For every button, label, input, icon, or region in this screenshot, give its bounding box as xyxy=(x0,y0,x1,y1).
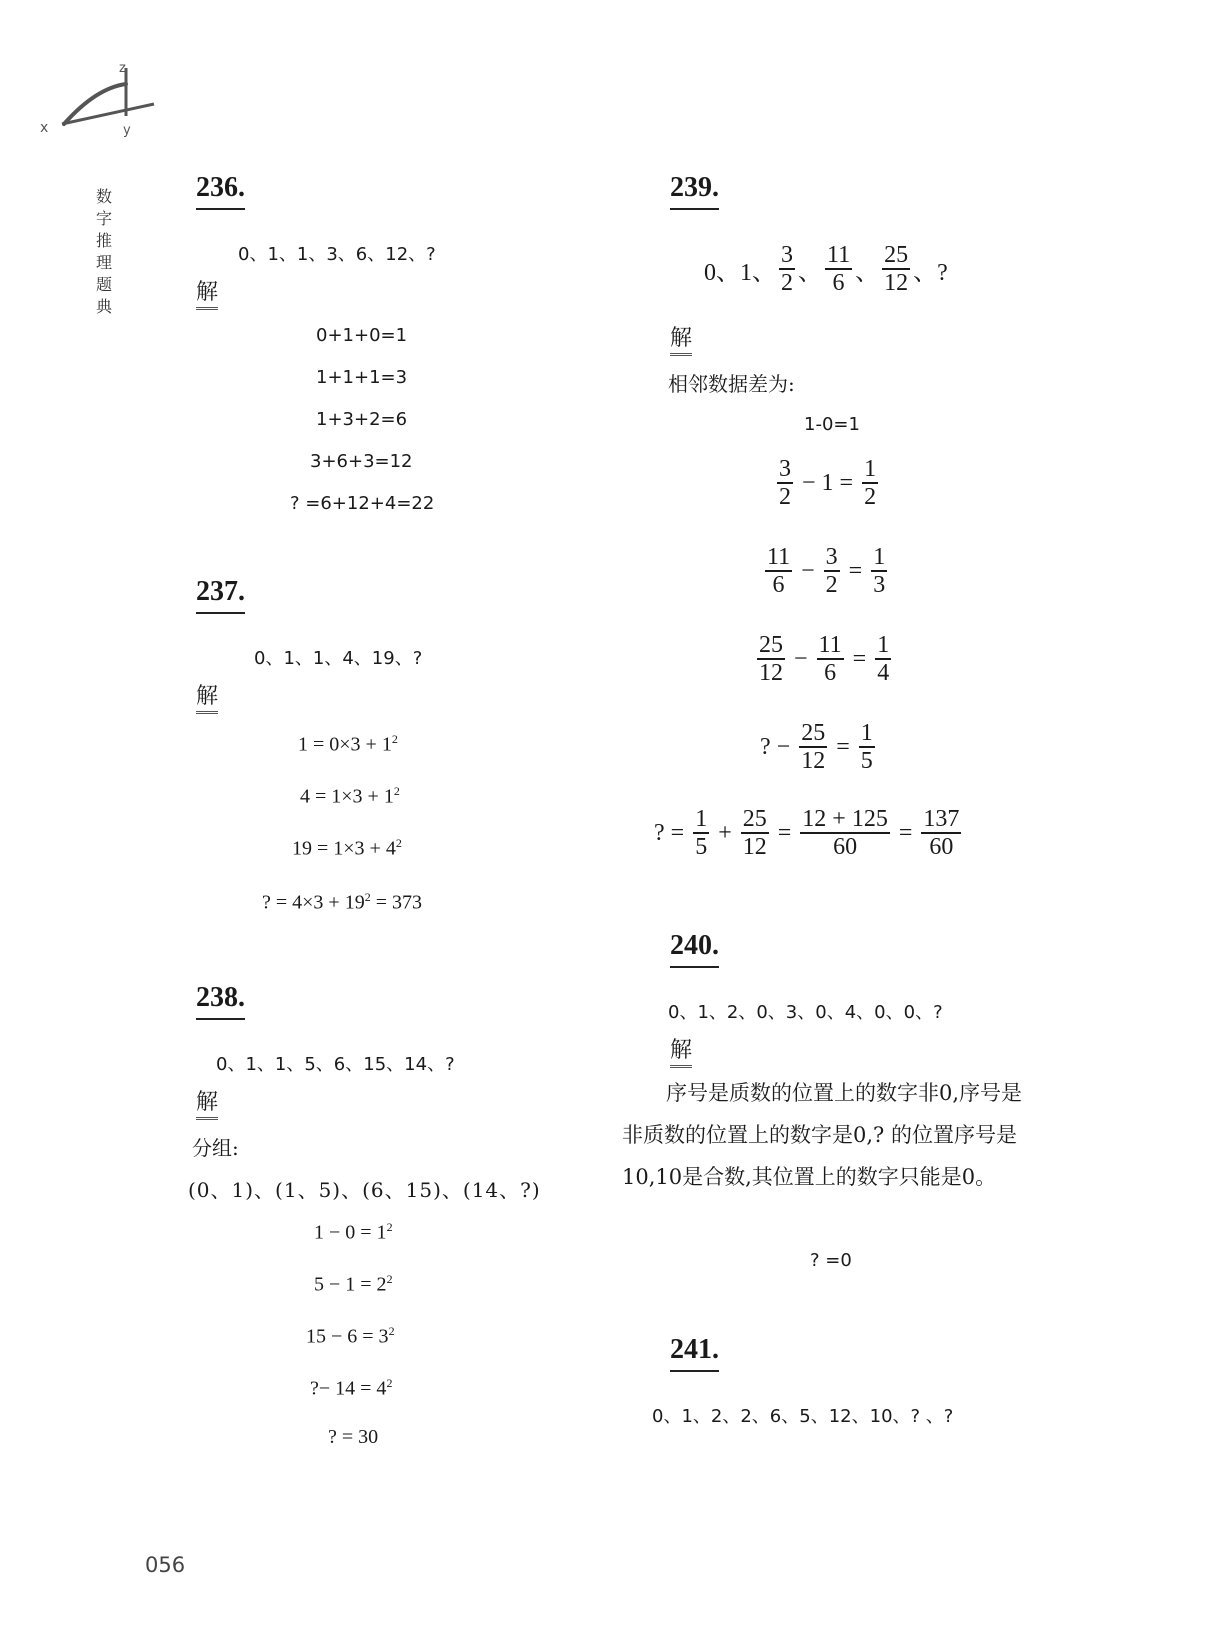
fraction xyxy=(757,632,785,686)
p239-seq-fraction-3 xyxy=(882,242,910,296)
problem-236-solution-label: 解 xyxy=(196,280,218,310)
fraction xyxy=(875,632,891,686)
problem-239-number: 239. xyxy=(670,172,719,210)
p239-diff-1 xyxy=(774,456,881,510)
p237-step-1-base: 1 = 0×3 + 1 xyxy=(298,733,392,756)
denominator: 2 xyxy=(825,572,838,598)
numerator: 11 xyxy=(767,544,791,570)
equals-sign: = xyxy=(836,733,850,760)
denominator: 12 xyxy=(742,834,767,860)
question-mark: ? xyxy=(760,733,771,760)
p238-answer: ? = 30 xyxy=(328,1426,379,1448)
p238-step-2 xyxy=(314,1272,393,1297)
book-title-vertical xyxy=(92,186,116,318)
fraction xyxy=(862,456,878,510)
p237-step-2 xyxy=(300,784,400,809)
p236-step-2: 1+1+1=3 xyxy=(316,367,408,388)
numerator: 25 xyxy=(759,632,783,658)
p239-diff-0: 1-0=1 xyxy=(804,414,860,435)
p238-step-3-base: 15 − 6 = 3 xyxy=(306,1325,389,1348)
p239-diff-label: 相邻数据差为: xyxy=(668,372,795,396)
fraction xyxy=(765,544,792,598)
problem-237-sequence: 0、1、1、4、19、? xyxy=(254,648,423,669)
problem-238-number: 238. xyxy=(196,982,245,1020)
fraction xyxy=(800,806,890,860)
axis-logo-icon xyxy=(36,58,160,140)
page-number: 056 xyxy=(145,1553,186,1577)
minus-sign: − xyxy=(801,557,815,584)
problem-240-number: 240. xyxy=(670,930,719,968)
numerator: 1 xyxy=(864,456,877,482)
fraction xyxy=(799,720,827,774)
fraction xyxy=(824,544,840,598)
question-mark: ? xyxy=(654,819,665,846)
p237-step-4 xyxy=(262,890,422,915)
logo-y-label: y xyxy=(123,123,131,138)
p238-grouping-label: 分组: xyxy=(192,1136,239,1160)
p238-step-2-exp: 2 xyxy=(386,1272,393,1286)
p239-seq-fraction-2 xyxy=(825,242,852,296)
denominator: 5 xyxy=(695,834,708,860)
problem-236-sequence: 0、1、1、3、6、12、? xyxy=(238,244,436,265)
logo-z-label: z xyxy=(119,61,126,76)
problem-239-solution-label: 解 xyxy=(670,326,692,356)
p238-step-4-base: ?− 14 = 4 xyxy=(310,1377,387,1400)
problem-240-sequence: 0、1、2、0、3、0、4、0、0、? xyxy=(668,1002,943,1023)
problem-241-sequence: 0、1、2、2、6、5、12、10、? 、? xyxy=(652,1406,954,1427)
denominator: 6 xyxy=(832,270,845,296)
p236-step-3: 1+3+2=6 xyxy=(316,409,408,430)
logo-x-label: x xyxy=(40,120,49,136)
problem-238-sequence: 0、1、1、5、6、15、14、? xyxy=(216,1054,455,1075)
equals-sign: = xyxy=(848,557,863,584)
denominator: 2 xyxy=(781,270,793,296)
p239-diff-3 xyxy=(754,632,894,686)
p239-final xyxy=(654,806,964,860)
p239-seq-prefix: 0、1、 xyxy=(704,259,776,286)
p238-step-4-exp: 2 xyxy=(386,1376,393,1390)
numerator: 25 xyxy=(801,720,826,746)
denominator: 4 xyxy=(877,660,890,686)
fraction xyxy=(693,806,709,860)
p239-seq-sep: 、 xyxy=(798,259,822,286)
minus-sign: − xyxy=(794,645,808,672)
numerator: 12 + 125 xyxy=(802,806,888,832)
p237-step-4-exp: 2 xyxy=(364,890,371,904)
title-char: 理 xyxy=(95,253,112,272)
equals-sign: = xyxy=(852,645,867,672)
title-char: 题 xyxy=(95,275,112,294)
numerator: 3 xyxy=(779,456,791,482)
equals-sign: = xyxy=(777,819,792,846)
problem-240-solution-label: 解 xyxy=(670,1038,692,1068)
denominator: 5 xyxy=(860,748,873,774)
problem-241-number: 241. xyxy=(670,1334,719,1372)
numerator: 1 xyxy=(877,632,890,658)
title-char: 推 xyxy=(95,231,112,250)
p237-step-1-exp: 2 xyxy=(391,732,398,746)
p237-step-3 xyxy=(292,836,402,861)
equals-sign: = xyxy=(670,819,685,846)
problem-239-sequence xyxy=(704,242,948,296)
p237-step-4-base: ? = 4×3 + 19 xyxy=(262,891,365,914)
problem-238-solution-label: 解 xyxy=(196,1090,218,1120)
numerator: 3 xyxy=(781,242,793,268)
problem-237-number: 237. xyxy=(196,576,245,614)
numerator: 25 xyxy=(742,806,767,832)
fraction xyxy=(859,720,875,774)
denominator: 2 xyxy=(864,484,877,510)
denominator: 6 xyxy=(772,572,785,598)
fraction xyxy=(741,806,769,860)
numerator: 11 xyxy=(827,242,851,268)
p236-step-1: 0+1+0=1 xyxy=(316,325,408,346)
p239-seq-suffix: 、? xyxy=(913,259,948,286)
numerator: 1 xyxy=(695,806,708,832)
p238-step-2-base: 5 − 1 = 2 xyxy=(314,1273,387,1296)
p238-step-3-exp: 2 xyxy=(388,1324,395,1338)
fraction xyxy=(777,456,793,510)
title-char: 典 xyxy=(95,297,112,316)
p239-diff-2 xyxy=(762,544,890,598)
fraction xyxy=(871,544,887,598)
denominator: 12 xyxy=(884,270,909,296)
p237-step-2-exp: 2 xyxy=(393,784,400,798)
numerator: 3 xyxy=(825,544,838,570)
denominator: 12 xyxy=(801,748,826,774)
p236-step-5: ? =6+12+4=22 xyxy=(290,493,435,514)
numerator: 1 xyxy=(860,720,873,746)
minus-sign: − xyxy=(776,733,791,760)
p237-step-4-tail: = 373 xyxy=(370,891,422,914)
equals-sign: = xyxy=(898,819,913,846)
numerator: 11 xyxy=(818,632,842,658)
p236-step-4: 3+6+3=12 xyxy=(310,451,413,472)
p237-step-2-base: 4 = 1×3 + 1 xyxy=(300,785,394,808)
fraction xyxy=(921,806,961,860)
p239-seq-fraction-1 xyxy=(779,242,795,296)
p237-step-3-base: 19 = 1×3 + 4 xyxy=(292,837,396,860)
operator: − 1 = xyxy=(802,469,854,496)
plus-sign: + xyxy=(718,819,732,846)
p238-step-4 xyxy=(310,1376,392,1401)
fraction xyxy=(817,632,844,686)
p238-step-1-base: 1 − 0 = 1 xyxy=(314,1221,387,1244)
problem-237-solution-label: 解 xyxy=(196,684,218,714)
denominator: 60 xyxy=(929,834,954,860)
numerator: 137 xyxy=(923,806,960,832)
p239-diff-4 xyxy=(760,720,878,774)
p237-step-3-exp: 2 xyxy=(395,836,402,850)
title-char: 数 xyxy=(95,187,112,206)
p240-explanation: 序号是质数的位置上的数字非0,序号是非质数的位置上的数字是0,? 的位置序号是10,10是合数,其位置上的数字只能是0。 xyxy=(622,1081,1023,1189)
denominator: 6 xyxy=(824,660,837,686)
denominator: 12 xyxy=(759,660,783,686)
p238-step-1 xyxy=(314,1220,393,1245)
denominator: 60 xyxy=(833,834,858,860)
numerator: 1 xyxy=(873,544,886,570)
numerator: 25 xyxy=(884,242,909,268)
p238-step-3 xyxy=(306,1324,395,1349)
p239-seq-sep: 、 xyxy=(855,259,880,286)
title-char: 字 xyxy=(95,209,112,228)
denominator: 2 xyxy=(779,484,791,510)
denominator: 3 xyxy=(873,572,886,598)
p238-step-1-exp: 2 xyxy=(386,1220,393,1234)
axis-logo xyxy=(36,58,160,140)
p240-answer: ? =0 xyxy=(810,1250,852,1271)
p238-groups: (0、1)、(1、5)、(6、15)、(14、?) xyxy=(188,1178,541,1202)
problem-236-number: 236. xyxy=(196,172,245,210)
p237-step-1 xyxy=(298,732,398,757)
